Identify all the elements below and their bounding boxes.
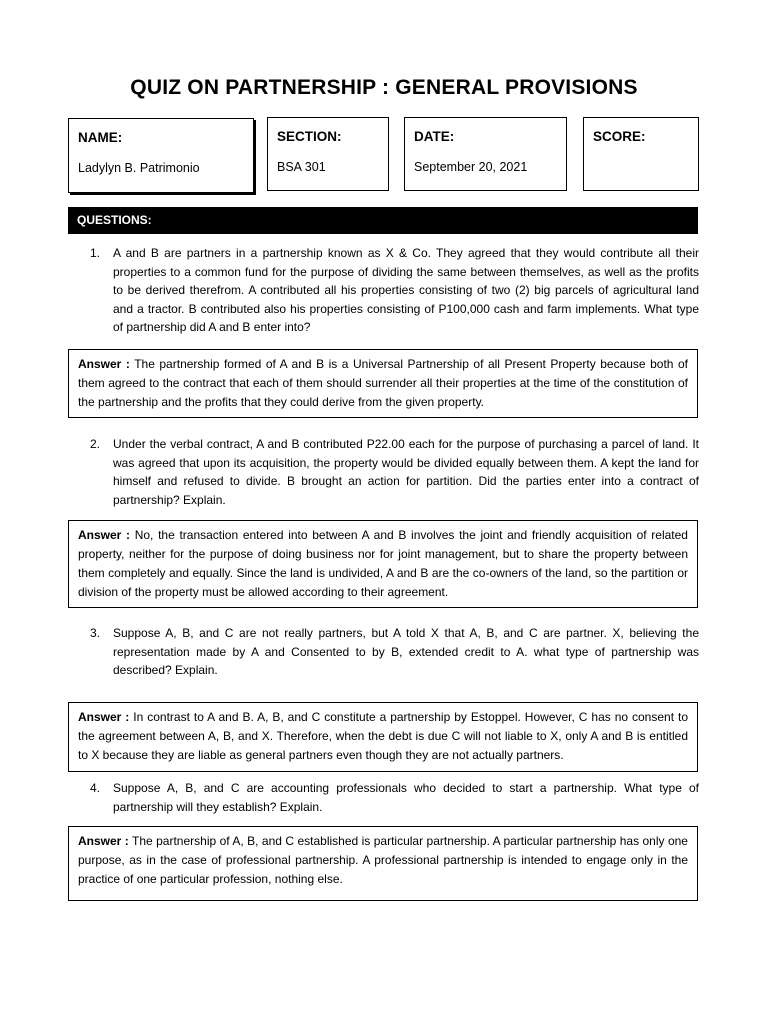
section-value: BSA 301 <box>277 160 326 174</box>
section-box <box>267 117 389 191</box>
answer-4 <box>68 826 698 901</box>
answer-label: Answer : <box>78 834 129 848</box>
answer-text: No, the transaction entered into between A and B involves the joint and friendly acquisition of related property, neither for the purpose of doing business nor for joint management, but to share the property between them completely and equally. Since the land is undivided, A and B are the co-owners of the land, so the partition or division of the property must be allowed according to their agreement. <box>78 528 688 599</box>
question-number: 4. <box>90 781 101 795</box>
answer-label: Answer : <box>78 357 130 371</box>
date-label: DATE: <box>414 129 455 144</box>
name-value: Ladylyn B. Patrimonio <box>78 161 200 175</box>
question-number: 1. <box>90 246 101 260</box>
answer-text: In contrast to A and B. A, B, and C constitute a partnership by Estoppel. However, C has no consent to the agreement between A, B, and X. Therefore, when the debt is due C will not liable to X, only A and B is entitled to X because they are liable as general partners even though they are not actually partners. <box>78 710 689 762</box>
question-3 <box>90 624 699 680</box>
name-box <box>68 118 254 193</box>
question-number: 3. <box>90 626 101 640</box>
question-text: Suppose A, B, and C are accounting professionals who decided to start a partnership. What type of partnership will they establish? Explain. <box>113 781 699 814</box>
page-title: QUIZ ON PARTNERSHIP : GENERAL PROVISIONS <box>130 76 638 99</box>
answer-label: Answer : <box>78 710 130 724</box>
answer-2 <box>68 520 698 608</box>
answer-text: The partnership formed of A and B is a Universal Partnership of all Present Property because both of them agreed to the contract that each of them should surrender all their properties at the time of the constitution of the partnership and the profits that they could derive from the given property. <box>78 357 688 409</box>
score-label: SCORE: <box>593 129 646 144</box>
question-text: Under the verbal contract, A and B contributed P22.00 each for the purpose of purchasing a parcel of land. It was agreed that upon its acquisition, the property would be divided equally between them. A kept the land for himself and refused to divide. B brought an action for partition. Did the parties enter into a contract of partnership? Explain. <box>113 437 699 507</box>
score-box <box>583 117 699 191</box>
answer-1 <box>68 349 698 418</box>
question-2 <box>90 435 699 509</box>
date-box <box>404 117 567 191</box>
question-number: 2. <box>90 437 101 451</box>
question-4 <box>90 779 699 816</box>
section-label: SECTION: <box>277 129 342 144</box>
date-value: September 20, 2021 <box>414 160 528 174</box>
question-1 <box>90 244 699 337</box>
answer-3 <box>68 702 698 772</box>
answer-text: The partnership of A, B, and C established is particular partnership. A particular partnership has only one purpose, as in the case of professional partnership. A professional partnership is intended to engage only in the practice of one particular profession, nothing else. <box>78 834 688 886</box>
name-label: NAME: <box>78 130 123 145</box>
question-text: A and B are partners in a partnership known as X & Co. They agreed that they would contribute all their properties to a common fund for the purpose of dividing the same between themselves, as well as the profits to be derived therefrom. A contributed all his properties consisting of two (2) big parcels of agricultural land and a tractor. B contributed also his properties consisting of P100,000 cash and farm implements. What type of partnership did A and B enter into? <box>113 246 699 334</box>
questions-header: QUESTIONS: <box>68 207 698 234</box>
question-text: Suppose A, B, and C are not really partners, but A told X that A, B, and C are partner. X, believing the representation made by A and Consented to by B, extended credit to A. what type of partnership was described? Explain. <box>113 626 699 677</box>
answer-label: Answer : <box>78 528 131 542</box>
